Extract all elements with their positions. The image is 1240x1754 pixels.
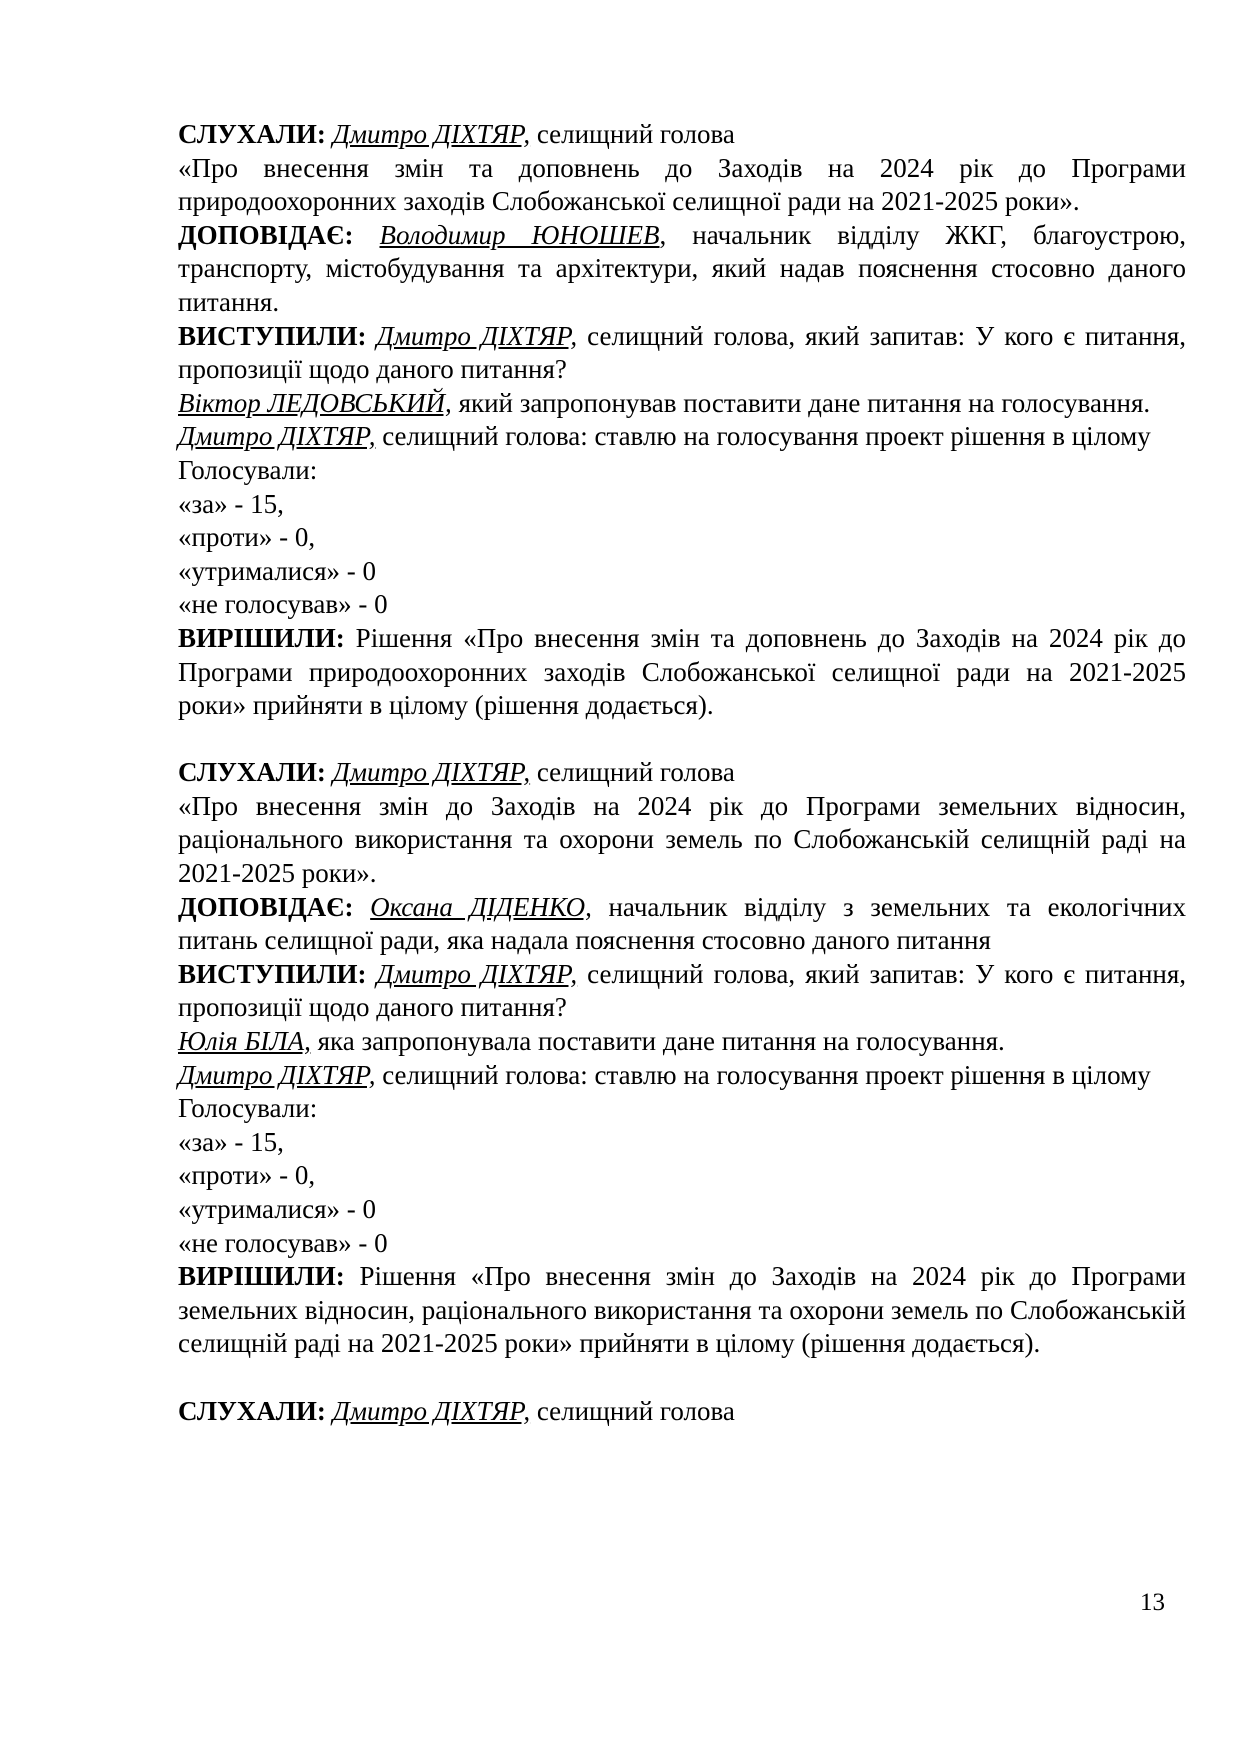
spoke-person: Дмитро ДІХТЯР, bbox=[376, 958, 578, 989]
vote-for: «за» - 15, bbox=[178, 1126, 284, 1157]
vote-abstained: «утрималися» - 0 bbox=[178, 1194, 377, 1224]
vote-against: «проти» - 0, bbox=[178, 522, 316, 553]
chair-name: Дмитро ДІХТЯР, bbox=[178, 421, 376, 452]
spoke-text: селищний голова, який запитав: У кого є питання, пропозиції щодо даного питання? bbox=[178, 320, 1187, 385]
speaker-name: Дмитро ДІХТЯР, bbox=[332, 1395, 531, 1426]
spoke-line bbox=[178, 320, 1186, 387]
vote-for: «за» - 15, bbox=[178, 488, 284, 519]
speaker-name: Дмитро ДІХТЯР, bbox=[332, 119, 531, 149]
page-number: 13 bbox=[1140, 1589, 1165, 1616]
decided-line bbox=[178, 622, 1186, 723]
spoke-line bbox=[178, 958, 1186, 1025]
spoke-label: ВИСТУПИЛИ: bbox=[178, 320, 367, 351]
chair-line bbox=[178, 420, 1186, 454]
vote-not-voted: «не голосував» - 0 bbox=[178, 1227, 388, 1258]
agenda-item-2 bbox=[178, 756, 1186, 1361]
document-page bbox=[178, 118, 1186, 1428]
section-gap bbox=[178, 1361, 1186, 1395]
chair-text: селищний голова: ставлю на голосування проект рішення в цілому bbox=[375, 1059, 1151, 1090]
reports-line bbox=[178, 219, 1186, 320]
topic-text: «Про внесення змін та доповнень до Заходів на 2024 рік до Програми природоохоронних заходів Слобожанської селищної ради на 2021-2025 роки». bbox=[178, 152, 1186, 217]
reports-label: ДОПОВІДАЄ: bbox=[178, 219, 354, 250]
vote-against: «проти» - 0, bbox=[178, 1160, 316, 1191]
spoke-person: Дмитро ДІХТЯР, bbox=[376, 320, 578, 351]
spoke-label: ВИСТУПИЛИ: bbox=[178, 958, 367, 989]
agenda-item-1 bbox=[178, 118, 1186, 723]
reporter-name: Оксана ДІДЕНКО, bbox=[370, 891, 592, 922]
heard-line bbox=[178, 1395, 1186, 1429]
proposal-text: яка запропонувала поставити дане питання на голосування. bbox=[310, 1026, 1005, 1057]
decided-text: Рішення «Про внесення змін до Заходів на 2024 рік до Програми земельних відносин, раціонального використання та охорони земель по Слобожанській селищній раді на 2021-2025 роки» прийняти в цілому (рішення додається). bbox=[178, 1261, 1186, 1359]
chair-name: Дмитро ДІХТЯР, bbox=[178, 1059, 376, 1090]
speaker-role: селищний голова bbox=[530, 119, 735, 149]
reports-label: ДОПОВІДАЄ: bbox=[178, 891, 354, 922]
heard-label: СЛУХАЛИ: bbox=[178, 119, 326, 149]
voting-title: Голосували: bbox=[178, 1093, 318, 1124]
decided-text: Рішення «Про внесення змін та доповнень до Заходів на 2024 рік до Програми природоохоронних заходів Слобожанської селищної ради на 2021-2025 роки» прийняти в цілому (рішення додається). bbox=[178, 622, 1186, 721]
speaker-role: селищний голова bbox=[530, 757, 735, 788]
proposer-name: Віктор ЛЕДОВСЬКИЙ, bbox=[178, 387, 452, 418]
voting-title: Голосували: bbox=[178, 454, 318, 485]
heard-line bbox=[178, 118, 1186, 152]
reports-text: начальник відділу з земельних та екологічних питань селищної ради, яка надала пояснення стосовно даного питання bbox=[178, 891, 1186, 956]
chair-text: селищний голова: ставлю на голосування проект рішення в цілому bbox=[375, 421, 1151, 452]
heard-label: СЛУХАЛИ: bbox=[178, 757, 326, 788]
reports-text: , начальник відділу ЖКГ, благоустрою, транспорту, містобудування та архітектури, який надав пояснення стосовно даного питання. bbox=[178, 219, 1186, 317]
heard-line bbox=[178, 756, 1186, 790]
topic-text: «Про внесення змін до Заходів на 2024 рік до Програми земельних відносин, раціонального використання та охорони земель по Слобожанській селищній раді на 2021-2025 роки». bbox=[178, 790, 1186, 889]
section-gap bbox=[178, 723, 1186, 757]
proposer-name: Юлія БІЛА, bbox=[178, 1026, 311, 1057]
speaker-role: селищний голова bbox=[530, 1395, 735, 1426]
speaker-name: Дмитро ДІХТЯР, bbox=[332, 757, 531, 788]
vote-not-voted: «не голосував» - 0 bbox=[178, 589, 388, 620]
vote-abstained: «утрималися» - 0 bbox=[178, 555, 377, 586]
spoke-text: селищний голова, який запитав: У кого є питання, пропозиції щодо даного питання? bbox=[178, 958, 1187, 1023]
decided-label: ВИРІШИЛИ: bbox=[178, 1261, 345, 1292]
heard-label: СЛУХАЛИ: bbox=[178, 1395, 326, 1426]
proposal-line bbox=[178, 1025, 1186, 1059]
proposal-text: який запропонував поставити дане питання на голосування. bbox=[451, 387, 1151, 418]
reports-line bbox=[178, 891, 1186, 958]
reporter-name: Володимир ЮНОШЕВ bbox=[379, 219, 660, 250]
proposal-line bbox=[178, 387, 1186, 421]
decided-label: ВИРІШИЛИ: bbox=[178, 622, 345, 653]
chair-line bbox=[178, 1059, 1186, 1093]
decided-line bbox=[178, 1260, 1186, 1361]
